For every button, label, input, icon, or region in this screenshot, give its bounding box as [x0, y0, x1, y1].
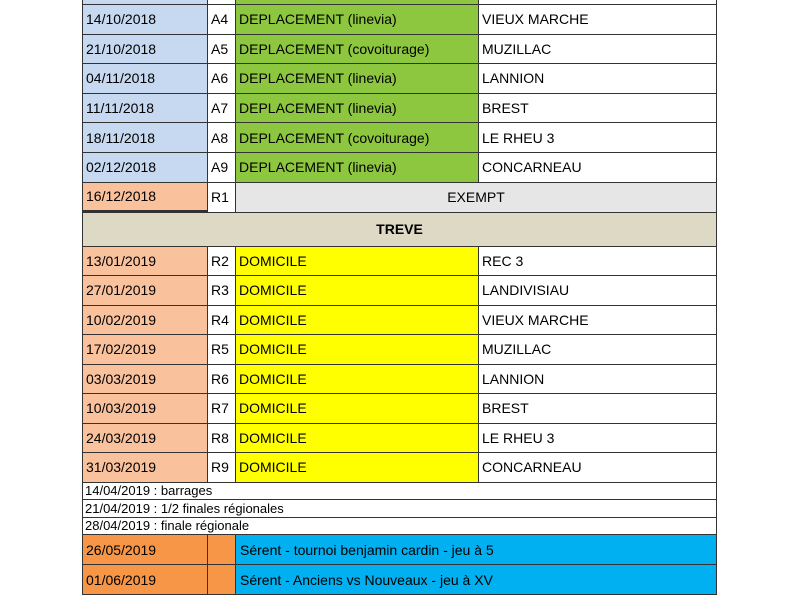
table-row [82, 153, 717, 183]
opponent-cell [479, 0, 716, 4]
date-cell: 11/11/2018 [83, 94, 208, 123]
date-cell: 03/03/2019 [83, 365, 208, 394]
date-cell: 04/11/2018 [83, 64, 208, 93]
note-text: 21/04/2019 : 1/2 finales régionales [83, 500, 716, 517]
date-cell: 10/02/2019 [83, 306, 208, 335]
date-cell: 13/01/2019 [83, 247, 208, 276]
code-cell: R6 [208, 365, 236, 394]
date-cell: 01/06/2019 [83, 565, 208, 594]
exempt-label: EXEMPT [236, 183, 716, 212]
table-row [82, 306, 717, 336]
type-cell: DOMICILE [236, 276, 479, 305]
treve-row [82, 213, 717, 247]
note-row [82, 483, 717, 501]
aller-section [82, 5, 717, 183]
type-cell: DEPLACEMENT (linevia) [236, 153, 479, 182]
opponent-cell: VIEUX MARCHE [479, 5, 716, 34]
opponent-cell: BREST [479, 94, 716, 123]
opponent-cell: CONCARNEAU [479, 453, 716, 482]
date-cell [83, 0, 208, 4]
exempt-row [82, 183, 717, 213]
code-cell: A4 [208, 5, 236, 34]
code-cell: R5 [208, 335, 236, 364]
events-section [82, 535, 717, 595]
date-cell: 14/10/2018 [83, 5, 208, 34]
type-cell: DOMICILE [236, 306, 479, 335]
code-cell [208, 0, 236, 4]
table-row [82, 35, 717, 65]
event-row [82, 535, 717, 565]
opponent-cell: MUZILLAC [479, 35, 716, 64]
code-cell: A7 [208, 94, 236, 123]
event-description: Sérent - tournoi benjamin cardin - jeu à 5 [236, 535, 716, 564]
type-cell: DOMICILE [236, 394, 479, 423]
type-cell: DOMICILE [236, 335, 479, 364]
note-row [82, 500, 717, 518]
note-text: 14/04/2019 : barrages [83, 483, 716, 500]
type-cell: DEPLACEMENT (covoiturage) [236, 123, 479, 152]
date-cell: 10/03/2019 [83, 394, 208, 423]
opponent-cell: BREST [479, 394, 716, 423]
code-cell: A5 [208, 35, 236, 64]
table-row [82, 64, 717, 94]
type-cell: DEPLACEMENT (linevia) [236, 5, 479, 34]
code-cell [208, 535, 236, 564]
date-cell: 27/01/2019 [83, 276, 208, 305]
event-row [82, 565, 717, 595]
code-cell: R3 [208, 276, 236, 305]
note-text: 28/04/2019 : finale régionale [83, 518, 716, 535]
note-row [82, 518, 717, 536]
opponent-cell: LE RHEU 3 [479, 424, 716, 453]
table-row [82, 123, 717, 153]
type-cell: DOMICILE [236, 453, 479, 482]
retour-section [82, 247, 717, 483]
table-row [82, 247, 717, 277]
type-cell: DEPLACEMENT (linevia) [236, 94, 479, 123]
type-cell [236, 0, 479, 4]
table-row [82, 335, 717, 365]
schedule-table [82, 0, 717, 595]
type-cell: DEPLACEMENT (covoiturage) [236, 35, 479, 64]
code-cell: A9 [208, 153, 236, 182]
date-cell: 31/03/2019 [83, 453, 208, 482]
table-row [82, 365, 717, 395]
treve-label: TREVE [83, 213, 716, 246]
opponent-cell: CONCARNEAU [479, 153, 716, 182]
code-cell: A6 [208, 64, 236, 93]
code-cell: R8 [208, 424, 236, 453]
opponent-cell: LANDIVISIAU [479, 276, 716, 305]
type-cell: DOMICILE [236, 365, 479, 394]
table-row [82, 276, 717, 306]
table-row [82, 94, 717, 124]
date-cell: 26/05/2019 [83, 535, 208, 564]
date-cell: 21/10/2018 [83, 35, 208, 64]
code-cell: R4 [208, 306, 236, 335]
opponent-cell: LE RHEU 3 [479, 123, 716, 152]
opponent-cell: MUZILLAC [479, 335, 716, 364]
type-cell: DEPLACEMENT (linevia) [236, 64, 479, 93]
code-cell: A8 [208, 123, 236, 152]
table-row [82, 394, 717, 424]
date-cell: 18/11/2018 [83, 123, 208, 152]
code-cell: R1 [208, 183, 236, 212]
opponent-cell: LANNION [479, 365, 716, 394]
date-cell: 16/12/2018 [83, 183, 208, 212]
type-cell: DOMICILE [236, 424, 479, 453]
event-description: Sérent - Anciens vs Nouveaux - jeu à XV [236, 565, 716, 594]
opponent-cell: LANNION [479, 64, 716, 93]
table-row [82, 5, 717, 35]
code-cell: R2 [208, 247, 236, 276]
type-cell: DOMICILE [236, 247, 479, 276]
code-cell: R7 [208, 394, 236, 423]
opponent-cell: REC 3 [479, 247, 716, 276]
code-cell [208, 565, 236, 594]
date-cell: 17/02/2019 [83, 335, 208, 364]
date-cell: 02/12/2018 [83, 153, 208, 182]
table-row [82, 424, 717, 454]
opponent-cell: VIEUX MARCHE [479, 306, 716, 335]
code-cell: R9 [208, 453, 236, 482]
date-cell: 24/03/2019 [83, 424, 208, 453]
table-row [82, 453, 717, 483]
notes-section [82, 483, 717, 536]
